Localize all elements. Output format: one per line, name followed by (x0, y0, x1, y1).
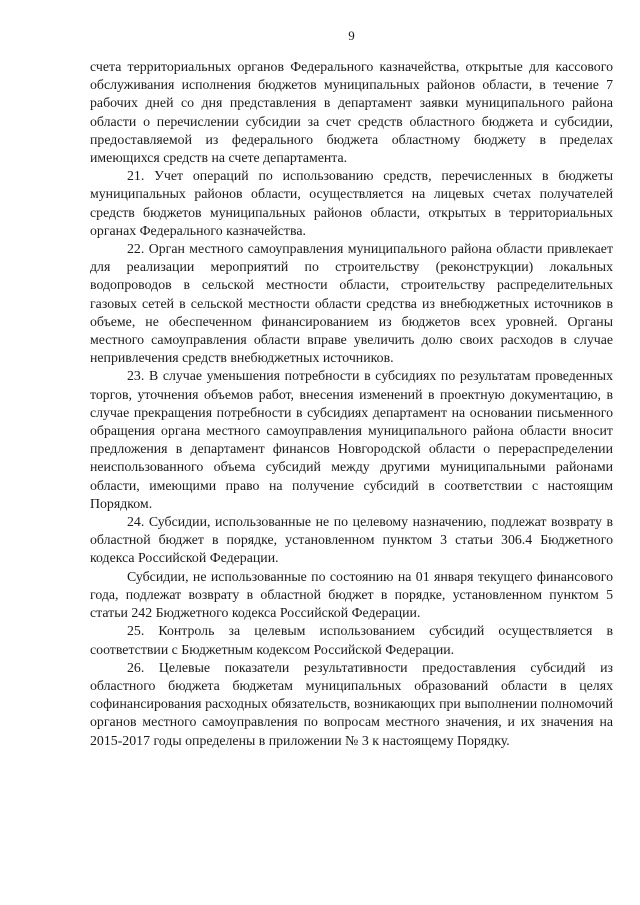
paragraph-item-23: 23. В случае уменьшения потребности в субсидиях по результатам проведенных торгов, уточнения объемов работ, внесения изменений в проектную документацию, в случае прекращения потребности в субсидиях департамент на основании письменного обращения органа местного самоуправления муниципального района области вносит предложения в департамент финансов Новгородской области о перераспределении неиспользованного объема субсидий между другими муниципальными районами области, имеющими право на получение субсидий в соответствии с настоящим Порядком. (90, 368, 613, 511)
paragraph-item-26: 26. Целевые показатели результативности предоставления субсидий из областного бюджета бюджетам муниципальных образований области в целях софинансирования расходных обязательств, возникающих при выполнении полномочий органов местного самоуправления по вопросам местного значения, и их значения на 2015-2017 годы определены в приложении № 3 к настоящему Порядку. (90, 659, 613, 748)
paragraph-item-22: 22. Орган местного самоуправления муниципального района области привлекает для реализации мероприятий по строительству (реконструкции) локальных водопроводов в сельской местности области, строительству распределительных газовых сетей в сельской местности области средства из внебюджетных источников в объеме, не обеспеченном финансированием из бюджетов всех уровней. Органы местного самоуправления области вправе увеличить долю своих расходов в случае непривлечения средств внебюджетных источников. (90, 241, 613, 366)
paragraph-item-24: 24. Субсидии, использованные не по целевому назначению, подлежат возврату в областной бюджет в порядке, установленном пунктом 3 статьи 306.4 Бюджетного кодекса Российской Федерации. (90, 514, 613, 566)
page-number: 9 (348, 28, 355, 43)
paragraph-item-24-continuation: Субсидии, не использованные по состоянию на 01 января текущего финансового года, подлежат возврату в областной бюджет в порядке, установленном пунктом 5 статьи 242 Бюджетного кодекса Российской Федерации. (90, 568, 613, 621)
paragraph-item-25: 25. Контроль за целевым использованием субсидий осуществляется в соответствии с Бюджетным кодексом Российской Федерации. (90, 623, 613, 657)
document-body (90, 58, 613, 750)
paragraph-continuation: счета территориальных органов Федерального казначейства, открытые для кассового обслуживания исполнения бюджетов муниципальных районов области, в течение 7 рабочих дней со дня представления в департамент заявки муниципального района области о перечислении субсидии за счет средств областного бюджета и субсидии, предоставляемой из федерального бюджета областному бюджету в пределах имеющихся средств на счете департамента. (90, 59, 613, 166)
paragraph-item-21: 21. Учет операций по использованию средств, перечисленных в бюджеты муниципальных районов области, осуществляется на лицевых счетах получателей средств бюджетов муниципальных районов области, открытых в территориальных органах Федерального казначейства. (90, 168, 613, 238)
